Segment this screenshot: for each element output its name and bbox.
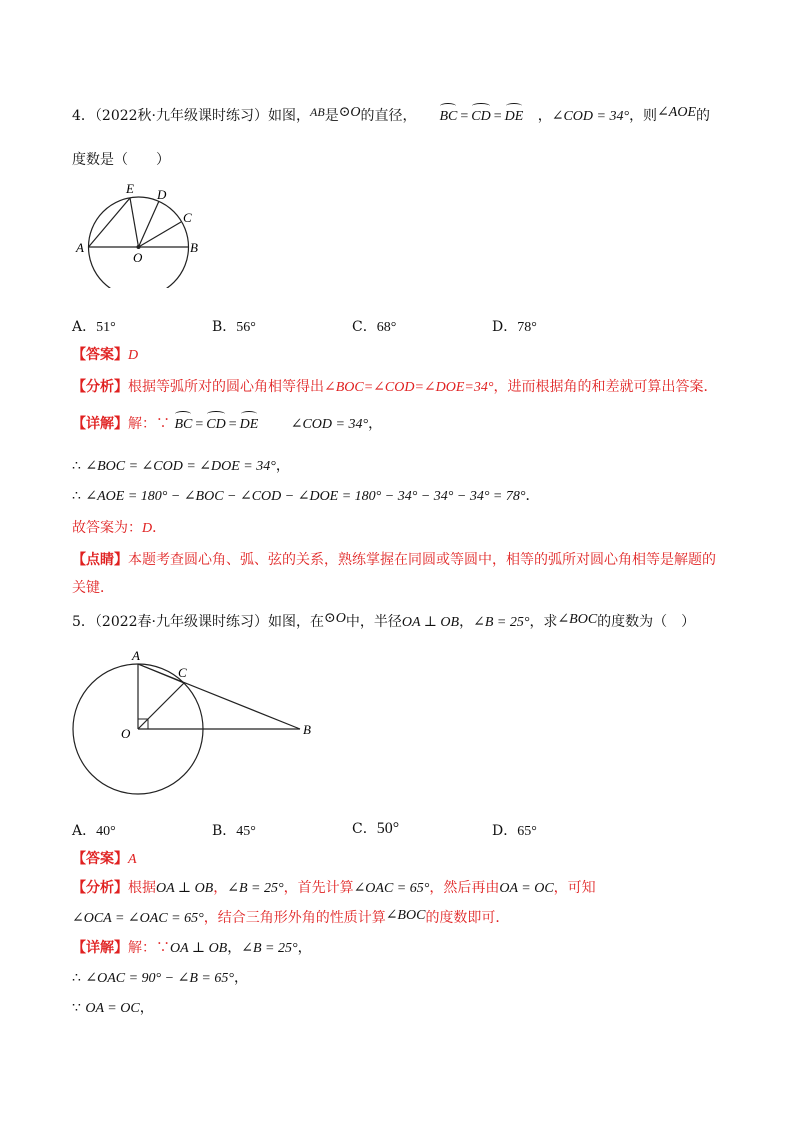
q4-then: ，则 (629, 108, 658, 124)
q5-ask: ，求 (529, 614, 558, 630)
q5-an2-d: 的度数即可． (425, 910, 510, 926)
q5-d-d: ， (297, 940, 312, 956)
q5-label-a: A (132, 648, 140, 663)
q4-option-a-letter: A． (72, 319, 97, 335)
q4-number: 4． (72, 108, 95, 124)
q5-option-b[interactable] (212, 820, 256, 840)
q4-ab: AB (310, 105, 325, 119)
q4-option-a-value: 51° (96, 320, 116, 335)
q5-step2 (72, 998, 154, 1019)
q4-option-b[interactable] (212, 316, 256, 336)
q4-option-c[interactable] (352, 316, 396, 336)
q4-step1-therefore: ∴ (72, 458, 81, 474)
q5-number: 5． (72, 614, 95, 630)
q4-analysis-c: ，进而根据角的和差就可算出答案． (493, 379, 718, 395)
q4-arc-de: DE (505, 107, 524, 127)
q5-option-c-letter: C． (352, 821, 377, 837)
q5-option-b-letter: B． (212, 823, 237, 839)
q4-analysis-b: ∠BOC=∠COD=∠DOE=34° (324, 380, 494, 395)
q5-an-b: OA ⊥ OB (156, 881, 214, 896)
q5-label-c: C (178, 665, 187, 680)
q5-option-c[interactable] (352, 818, 399, 838)
q4-eq1: = (460, 109, 469, 124)
q4-analysis-a: 根据等弧所对的圆心角相等得出 (128, 379, 324, 395)
q5-option-a-value: 40° (96, 824, 116, 839)
q4-source: （2022秋·九年级课时练习）如图， (94, 108, 311, 124)
q5-cond2: ∠B = 25° (473, 615, 530, 630)
q4-label-b: B (190, 240, 198, 255)
q4-step1-end: ， (275, 458, 290, 474)
q4-option-b-letter: B． (212, 319, 237, 335)
q4-step2-end: ． (525, 488, 540, 504)
q5-d-c: ∠B = 25° (241, 941, 298, 956)
q4-step2-expr: ∠AOE = 180° − ∠BOC − ∠COD − ∠DOE = 180° − 34° − 34° − 34° = 78° (85, 489, 526, 504)
q4-answer-value: D (128, 348, 139, 363)
q4-radius-oc (139, 222, 182, 247)
q5-stem (72, 612, 695, 633)
q5-step1-therefore: ∴ (72, 970, 81, 986)
q5-an-e: ，首先计算 (283, 880, 354, 896)
q5-target: ∠BOC (557, 612, 598, 627)
q4-circle (89, 197, 189, 288)
q4-is: 是 (324, 108, 339, 124)
q4-step1 (72, 456, 290, 477)
q5-label-o: O (121, 726, 131, 741)
q4-detail-eq1: = (195, 417, 204, 432)
q5-analysis-tag: 【分析】 (72, 880, 128, 896)
q5-detail (72, 938, 312, 959)
q5-option-c-value: 50° (376, 820, 400, 837)
q5-an2-a: ∠OCA = ∠OAC = 65° (72, 911, 204, 926)
q5-label-b: B (303, 722, 311, 737)
q5-option-d-letter: D． (492, 823, 518, 839)
q4-option-b-value: 56° (236, 320, 256, 335)
q5-answer-tag: 【答案】 (72, 851, 128, 867)
q4-answer-tag: 【答案】 (72, 347, 128, 363)
q4-analysis (72, 377, 717, 398)
q4-comment-tag: 【点睛】 (72, 552, 128, 568)
q5-an-a: 根据 (128, 880, 156, 896)
q4-de: 的 (696, 108, 711, 124)
q5-d-b: ， (227, 940, 242, 956)
q5-option-b-value: 45° (236, 824, 256, 839)
q4-arc-bc: BC (439, 107, 457, 127)
q5-an-f: ∠OAC = 65° (353, 881, 430, 896)
q5-option-d[interactable] (492, 820, 537, 840)
q4-center-dot (137, 245, 141, 249)
q5-option-a[interactable] (72, 820, 116, 840)
q4-option-d-value: 78° (517, 320, 537, 335)
q4-label-c: C (183, 210, 192, 225)
q4-label-a: A (76, 240, 84, 255)
q5-an-i: ，可知 (553, 880, 596, 896)
q4-comma: ， (537, 108, 552, 124)
q4-stem-line1 (72, 106, 710, 127)
q4-stem-line2: 度数是（ ） (72, 152, 170, 168)
q5-d-a: OA ⊥ OB (170, 941, 228, 956)
q4-radius-oe (130, 198, 139, 247)
q5-analysis-line1 (72, 878, 596, 899)
q5-option-a-letter: A． (72, 823, 97, 839)
q5-circle-o: ⊙O (324, 611, 346, 626)
q4-final (72, 518, 166, 539)
q4-figure (74, 178, 204, 288)
q4-given-angle: ∠COD = 34° (551, 109, 630, 124)
q5-step1-end: ， (233, 970, 248, 986)
q4-detail-tag: 【详解】 (72, 416, 128, 432)
q4-final-c: ． (152, 520, 167, 536)
q5-an-d: ∠B = 25° (227, 881, 284, 896)
q4-detail-arc-cd: CD (206, 415, 225, 435)
q4-detail-intro: 解：∵ (128, 416, 170, 432)
q4-detail (72, 414, 382, 435)
q4-comment-2: 关键． (72, 580, 114, 596)
q5-an2-c: ∠BOC (385, 908, 426, 923)
q4-option-c-letter: C． (352, 319, 377, 335)
q5-detail-intro: 解：∵ (128, 940, 170, 956)
q4-final-b: D (142, 521, 153, 536)
q4-analysis-tag: 【分析】 (72, 379, 128, 395)
q4-step1-expr: ∠BOC = ∠COD = ∠DOE = 34° (85, 459, 276, 474)
q5-source: （2022春·九年级课时练习）如图，在 (94, 614, 325, 630)
q5-step2-because: ∵ (72, 1000, 81, 1016)
q4-detail-angle: ∠COD = 34° (290, 417, 369, 432)
q4-radius-od (139, 201, 160, 247)
q5-analysis-line2 (72, 908, 509, 929)
q4-label-d: D (157, 187, 167, 202)
q5-radius-oc (138, 683, 184, 729)
q5-tail: 的度数为（ ） (597, 614, 696, 630)
q5-step1 (72, 968, 248, 989)
q5-mid: 中，半径 (345, 614, 402, 630)
q4-circle-o: ⊙O (338, 105, 361, 120)
q5-an-c: ， (213, 880, 228, 896)
q5-figure (70, 640, 330, 800)
q4-label-e: E (126, 181, 134, 196)
q5-step2-end: ， (139, 1000, 154, 1016)
q4-option-d-letter: D． (492, 319, 518, 335)
q5-answer-value: A (128, 852, 137, 867)
q5-an-h: OA = OC (499, 881, 554, 896)
q4-diameter: 的直径， (360, 108, 417, 124)
q4-detail-arc-bc: BC (174, 415, 192, 435)
q4-detail-comma: ， (368, 416, 383, 432)
q4-final-a: 故答案为： (72, 520, 142, 536)
q4-arc-cd: CD (471, 107, 490, 127)
q5-answer (72, 849, 137, 870)
q4-option-a[interactable] (72, 316, 116, 336)
q4-label-o: O (133, 250, 143, 265)
q4-target-angle: ∠AOE (657, 105, 697, 120)
q4-detail-eq2: = (228, 417, 237, 432)
q4-option-c-value: 68° (376, 320, 397, 335)
q5-detail-tag: 【详解】 (72, 940, 128, 956)
q5-option-d-value: 65° (517, 824, 537, 839)
q4-eq2: = (493, 109, 502, 124)
q5-cond1: OA ⊥ OB (401, 615, 460, 630)
q5-step1-expr: ∠OAC = 90° − ∠B = 65° (85, 971, 234, 986)
q4-option-d[interactable] (492, 316, 537, 336)
q5-comma1: ， (459, 614, 474, 630)
q4-detail-arc-de: DE (240, 415, 259, 435)
q4-comment-1: 本题考查圆心角、弧、弦的关系，熟练掌握在同圆或等圆中，相等的弧所对圆心角相等是解题的 (128, 552, 716, 568)
q5-an-g: ，然后再由 (429, 880, 500, 896)
q4-step2 (72, 486, 539, 507)
q5-an2-b: ，结合三角形外角的性质计算 (203, 910, 386, 926)
q4-comment (72, 550, 716, 570)
q4-answer (72, 345, 138, 366)
q4-step2-therefore: ∴ (72, 488, 81, 504)
q5-step2-expr: OA = OC (85, 1001, 140, 1016)
